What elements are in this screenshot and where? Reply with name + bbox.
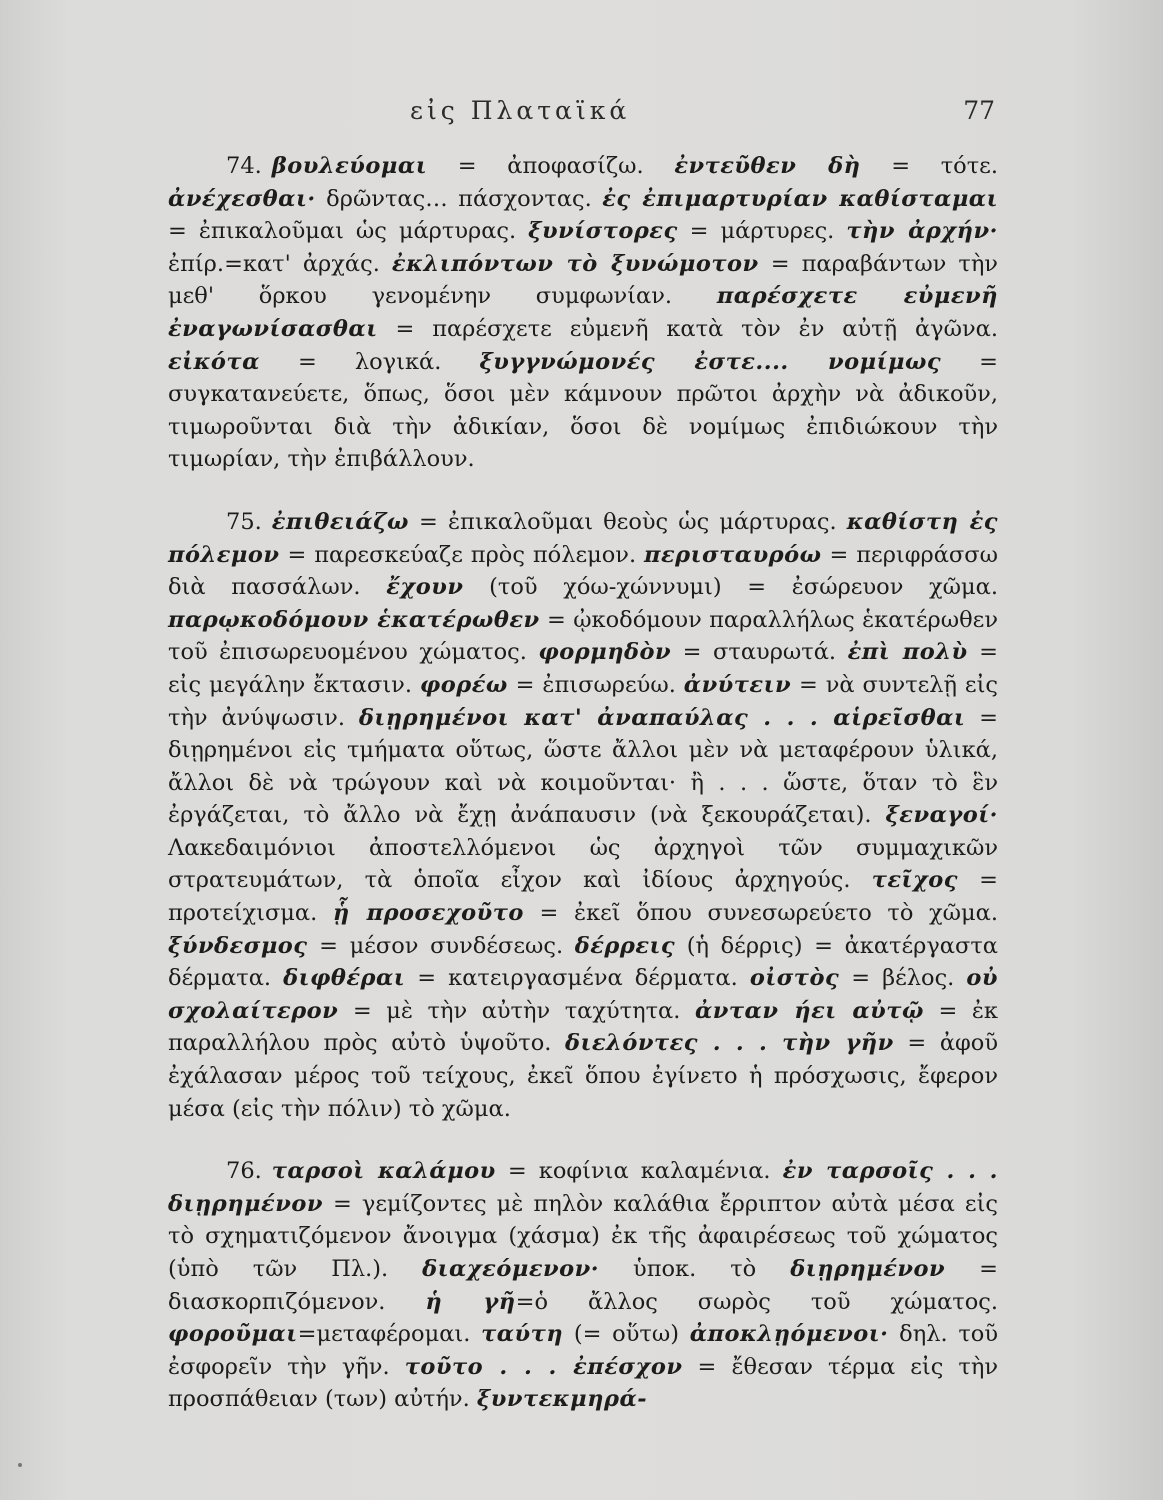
lemma: ἀνέχεσθαι·: [168, 185, 316, 212]
gloss: δρῶντας… πάσχοντας.: [315, 185, 603, 212]
lemma: ξεναγοί·: [885, 802, 998, 829]
gloss: ὑποκ. τὸ: [599, 1256, 791, 1282]
gloss: = ἐκ παραλλήλου πρὸς αὐτὸ ὑψοῦτο.: [168, 997, 998, 1057]
running-title: εἰς Πλαταϊκά: [410, 96, 631, 125]
paragraph-74: [168, 150, 998, 476]
paragraph-number: 76.: [226, 1158, 262, 1185]
gloss: = παρέσχετε εὐμενῆ κατὰ τὸν ἐν αὐτῇ ἀγῶνα.: [377, 315, 998, 342]
lemma: διῃρημένον: [790, 1256, 946, 1282]
gloss: = ἐκεῖ ὅπου συνεσωρεύετο τὸ χῶμα.: [523, 900, 998, 927]
lemma: φοροῦμαι: [168, 1321, 298, 1348]
lemma: ξυγγνώμονές ἐστε.... νομίμως: [479, 348, 942, 375]
lemma: ἀποκλῃόμενοι·: [689, 1321, 889, 1348]
gloss: Λακεδαιμόνιοι ἀποστελλόμενοι ὡς ἀρχηγοὶ τῶν συμμαχικῶν στρατευμάτων, τὰ ὁποῖα εἶχον καὶ ἰδίους ἀρχηγούς.: [168, 834, 998, 894]
gloss: = κοφίνια καλαμένια.: [495, 1158, 783, 1185]
lemma: καθίστη ἐς πόλεμον: [168, 508, 999, 568]
lemma: παρέσχετε εὐμενῆ ἐναγωνίσασθαι: [168, 283, 998, 342]
gloss: = λογικά.: [259, 348, 480, 375]
lemma: ἀνύτειν: [683, 671, 792, 698]
paragraph-76: [168, 1155, 998, 1416]
gloss: = νὰ συντελῇ εἰς τὴν ἀνύψωσιν.: [168, 671, 998, 731]
lemma: ἐντεῦθεν δὴ: [674, 153, 861, 179]
gloss: = ἀποφασίζω.: [427, 153, 675, 179]
lemma: διελόντες . . . τὴν γῆν: [564, 1030, 894, 1057]
gloss: = ἐπισωρεύω.: [507, 671, 684, 698]
paragraph-number: 74.: [226, 153, 262, 179]
gloss: = μάρτυρες.: [677, 218, 847, 245]
lemma: διαχεόμενον·: [422, 1256, 600, 1282]
lemma: περισταυρόω: [644, 541, 822, 568]
lemma: ἀνταν ήει αὐτῷ: [694, 997, 924, 1024]
paragraph-number: 75.: [226, 508, 262, 535]
gloss: = διασκορπιζόμενον.: [168, 1256, 998, 1315]
lemma: φορμηδὸν: [538, 639, 672, 666]
gloss: =μεταφέρομαι.: [297, 1321, 482, 1348]
gloss: = περιφράσσω διὰ πασσάλων.: [168, 541, 998, 601]
lemma: ἐπὶ πολὺ: [847, 639, 968, 666]
scan-speck: [18, 1463, 22, 1467]
lemma: εἰκότα: [168, 348, 260, 375]
lemma: φορέω: [419, 671, 508, 698]
gloss: = κατειργασμένα δέρματα.: [405, 965, 750, 992]
gloss: = διῃρημένοι εἰς τμήματα οὕτως, ὥστε ἄλλοι μὲν νὰ μεταφέρουν ὑλικά, ἄλλοι δὲ νὰ τρώγουν καὶ νὰ κοιμοῦνται· ἢ . . . ὥστε, ὅταν τὸ ἓν ἐργάζεται, τὸ ἄλλο νὰ ἔχῃ ἀνάπαυσιν (νὰ ξεκουράζεται).: [168, 704, 998, 829]
lemma: δέρρεις: [574, 932, 676, 959]
gloss: δηλ. τοῦ ἐσφορεῖν τὴν γῆν.: [168, 1321, 998, 1380]
lemma: ταύτη: [481, 1321, 564, 1348]
gloss: = βέλος.: [839, 965, 967, 992]
gloss: (= οὕτω): [563, 1321, 690, 1348]
lemma: ξύνδεσμος: [168, 932, 308, 959]
lemma: οὐ σχολαίτερον: [168, 965, 998, 1024]
gloss: = προτείχισμα.: [168, 867, 998, 927]
gloss: = εἰς μεγάλην ἔκτασιν.: [168, 639, 999, 698]
gloss: = μέσον συνδέσεως.: [307, 932, 575, 959]
lemma: ᾗ προσεχοῦτο: [332, 900, 524, 927]
lemma: ξυντεκμηρά-: [476, 1386, 648, 1413]
lemma: παρῳκοδόμουν ἑκατέρωθεν: [168, 606, 540, 633]
paragraph-75: [168, 506, 998, 1125]
gloss: = σταυρωτά.: [671, 639, 848, 666]
gloss: = ἐπικαλοῦμαι θεοὺς ὡς μάρτυρας.: [408, 508, 847, 535]
lemma: ταρσοὶ καλάμου: [271, 1158, 496, 1185]
gloss: = ἀφοῦ ἐχάλασαν μέρος τοῦ τείχους, ἐκεῖ ὅπου ἐγίνετο ἡ πρόσχωσις, ἔφερον μέσα (εἰς τὴν πόλιν) τὸ χῶμα.: [168, 1030, 998, 1122]
gloss: = συγκατανεύετε, ὅπως, ὅσοι μὲν κάμνουν πρῶτοι ἀρχὴν νὰ ἀδικοῦν, τιμωροῦνται διὰ τὴν ἀδικίαν, ὅσοι δὲ νομίμως ἐπιδιώκουν τὴν τιμωρίαν, τὴν ἐπιβάλλουν.: [168, 348, 998, 473]
page-header: [0, 96, 1163, 136]
lemma: οἰστὸς: [749, 965, 840, 992]
lemma: ἡ γῆ: [425, 1288, 516, 1315]
lemma: τὴν ἀρχήν·: [846, 218, 998, 245]
gloss: = ἐπικαλοῦμαι ὡς μάρτυρας.: [168, 218, 529, 245]
gloss: = τότε.: [860, 153, 998, 179]
gloss: = ἔθεσαν τέρμα εἰς τὴν προσπάθειαν (των) αὐτήν.: [168, 1353, 998, 1413]
gloss: ἐπίρ.=κατ' ἀρχάς.: [168, 250, 392, 277]
gloss: =ὁ ἄλλος σωρὸς τοῦ χώματος.: [515, 1288, 999, 1315]
gloss: (ἡ δέρρις) = ἀκατέργαστα δέρματα.: [168, 932, 998, 992]
gloss: = παρεσκεύαζε πρὸς πόλεμον.: [279, 541, 645, 568]
lemma: ἐς ἐπιμαρτυρίαν καθίσταμαι: [602, 185, 999, 212]
lemma: ξυνίστορες: [528, 218, 678, 245]
lemma: ἐπιθειάζω: [271, 508, 409, 535]
gloss: = γεμίζοντες μὲ πηλὸν καλάθια ἔρριπτον αὐτὰ μέσα εἰς τὸ σχηματιζόμενον ἄνοιγμα (χάσμα) ἐκ τῆς ἀφαιρέσεως τοῦ χώματος (ὑπὸ τῶν Πλ.).: [168, 1190, 998, 1282]
lemma: διῃρημένοι κατ' ἀναπαύλας . . . αἱρεῖσθαι: [358, 704, 966, 731]
gloss: = ᾠκοδόμουν παραλλήλως ἑκατέρωθεν τοῦ ἐπισωρευομένου χώματος.: [168, 606, 998, 666]
lemma: ἐν ταρσοῖς . . . διῃρημένον: [168, 1158, 999, 1217]
gloss: = μὲ τὴν αὐτὴν ταχύτητα.: [338, 997, 695, 1024]
lemma: τεῖχος: [871, 867, 958, 894]
gloss: = παραβάντων τὴν μεθ' ὅρκου γενομένην συμφωνίαν.: [168, 250, 998, 310]
lemma: βουλεύομαι: [271, 153, 428, 179]
gloss: (τοῦ χόω-χώννυμι) = ἐσώρευον χῶμα.: [463, 574, 998, 601]
lemma: διφθέραι: [283, 965, 406, 992]
commentary-body: [168, 150, 998, 1416]
lemma: τοῦτο . . . ἐπέσχον: [404, 1353, 683, 1380]
lemma: ἐκλιπόντων τὸ ξυνώμοτον: [391, 250, 759, 277]
lemma: ἔχουν: [386, 574, 464, 601]
page-number: 77: [963, 96, 995, 125]
